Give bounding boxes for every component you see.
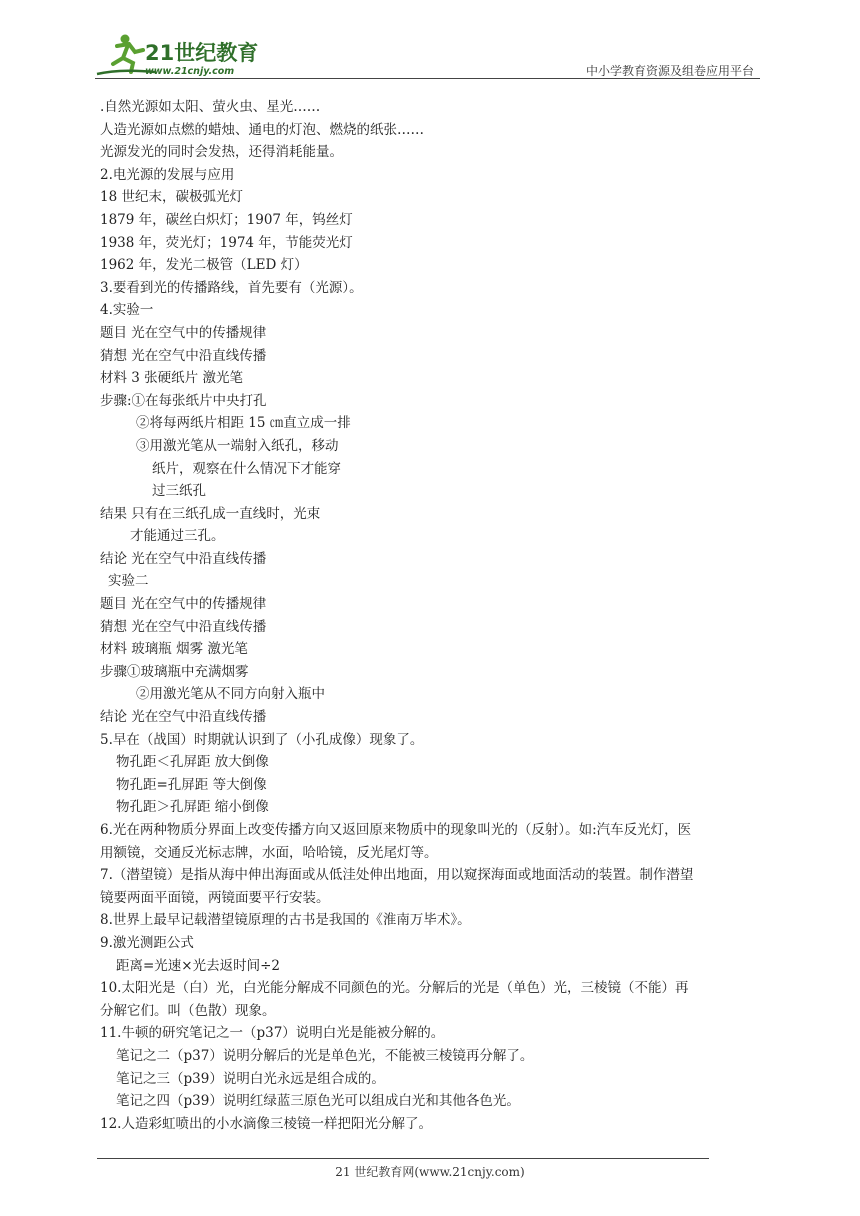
text-line: .自然光源如太阳、萤火虫、星光…… bbox=[100, 99, 321, 115]
text-line: 9.激光测距公式 bbox=[100, 934, 194, 951]
text-line: ③用激光笔从一端射入纸孔，移动 bbox=[136, 437, 339, 454]
text-line: 笔记之二（p37）说明分解后的光是单色光，不能被三棱镜再分解了。 bbox=[116, 1047, 534, 1064]
text-line: 7.（潜望镜）是指从海中伸出海面或从低洼处伸出地面，用以窥探海面或地面活动的装置。制作潜望 bbox=[100, 867, 694, 884]
text-line: 材料 玻璃瓶 烟雾 激光笔 bbox=[100, 641, 248, 658]
text-line: 3.要看到光的传播路线，首先要有（光源）。 bbox=[100, 279, 363, 296]
text-line: 10.太阳光是（白）光，白光能分解成不同颜色的光。分解后的光是（单色）光，三棱镜（不能）再 bbox=[100, 980, 689, 997]
logo-text: 21世纪教育 bbox=[145, 41, 259, 65]
text-line: 18 世纪末，碳极弧光灯 bbox=[100, 189, 243, 206]
text-line: 过三纸孔 bbox=[152, 483, 206, 500]
text-line: 2.电光源的发展与应用 bbox=[100, 166, 235, 183]
text-line: 实验二 bbox=[108, 573, 149, 590]
footer-text: 21 世纪教育网(www.21cnjy.com) bbox=[335, 1165, 525, 1179]
text-line: 才能通过三孔。 bbox=[130, 528, 225, 545]
text-line: 12.人造彩虹喷出的小水滴像三棱镜一样把阳光分解了。 bbox=[100, 1115, 432, 1132]
footer-divider bbox=[97, 1158, 709, 1159]
text-line: 人造光源如点燃的蜡烛、通电的灯泡、燃烧的纸张…… bbox=[100, 121, 424, 138]
text-line: ②将每两纸片相距 15 ㎝直立成一排 bbox=[136, 415, 351, 432]
text-line: 4.实验一 bbox=[100, 302, 154, 319]
document-body bbox=[100, 96, 765, 1135]
text-line: ②用激光笔从不同方向射入瓶中 bbox=[136, 686, 325, 703]
text-line: 1962 年，发光二极管（LED 灯） bbox=[100, 257, 308, 274]
text-line: 笔记之四（p39）说明红绿蓝三原色光可以组成白光和其他各色光。 bbox=[116, 1093, 520, 1110]
text-line: 8.世界上最早记载潜望镜原理的古书是我国的《淮南万毕术》。 bbox=[100, 912, 471, 929]
page-header bbox=[95, 30, 760, 80]
text-line: 题目 光在空气中的传播规律 bbox=[100, 324, 267, 341]
text-line: 11.牛顿的研究笔记之一（p37）说明白光是能被分解的。 bbox=[100, 1025, 445, 1042]
logo-url: www.21cnjy.com bbox=[145, 66, 235, 77]
text-line: 6.光在两种物质分界面上改变传播方向又返回原来物质中的现象叫光的（反射）。如:汽车反光灯，医 bbox=[100, 822, 692, 838]
text-line: 笔记之三（p39）说明白光永远是组合成的。 bbox=[116, 1070, 385, 1087]
text-line: 光源发光的同时会发热，还得消耗能量。 bbox=[100, 144, 343, 161]
text-line: 5.早在（战国）时期就认识到了（小孔成像）现象了。 bbox=[100, 731, 424, 748]
text-line: 1938 年，荧光灯；1974 年，节能荧光灯 bbox=[100, 234, 353, 251]
text-line: 步骤①玻璃瓶中充满烟雾 bbox=[100, 663, 249, 680]
text-line: 距离=光速×光去返时间÷2 bbox=[116, 957, 281, 974]
logo-21cnjy bbox=[95, 30, 265, 80]
text-line: 步骤:①在每张纸片中央打孔 bbox=[100, 392, 267, 409]
header-divider bbox=[95, 78, 760, 79]
text-line: 材料 3 张硬纸片 激光笔 bbox=[100, 370, 243, 387]
text-line: 结果 只有在三纸孔成一直线时，光束 bbox=[100, 505, 321, 522]
text-line: 结论 光在空气中沿直线传播 bbox=[100, 709, 267, 726]
text-line: 1879 年，碳丝白炽灯；1907 年，钨丝灯 bbox=[100, 211, 353, 228]
text-line: 题目 光在空气中的传播规律 bbox=[100, 596, 267, 613]
text-line: 物孔距＜孔屏距 放大倒像 bbox=[116, 754, 269, 771]
text-line: 用额镜，交通反光标志牌，水面，哈哈镜，反光尾灯等。 bbox=[100, 844, 438, 861]
text-line: 纸片，观察在什么情况下才能穿 bbox=[152, 460, 341, 477]
text-line: 物孔距＞孔屏距 缩小倒像 bbox=[116, 799, 269, 816]
platform-label: 中小学教育资源及组卷应用平台 bbox=[585, 64, 754, 78]
text-line: 分解它们。叫（色散）现象。 bbox=[100, 1002, 276, 1019]
text-line: 镜要两面平面镜，两镜面要平行安装。 bbox=[100, 889, 330, 906]
text-line: 猜想 光在空气中沿直线传播 bbox=[100, 618, 267, 635]
text-line: 结论 光在空气中沿直线传播 bbox=[100, 550, 267, 567]
text-line: 物孔距=孔屏距 等大倒像 bbox=[116, 776, 267, 793]
text-line: 猜想 光在空气中沿直线传播 bbox=[100, 347, 267, 364]
